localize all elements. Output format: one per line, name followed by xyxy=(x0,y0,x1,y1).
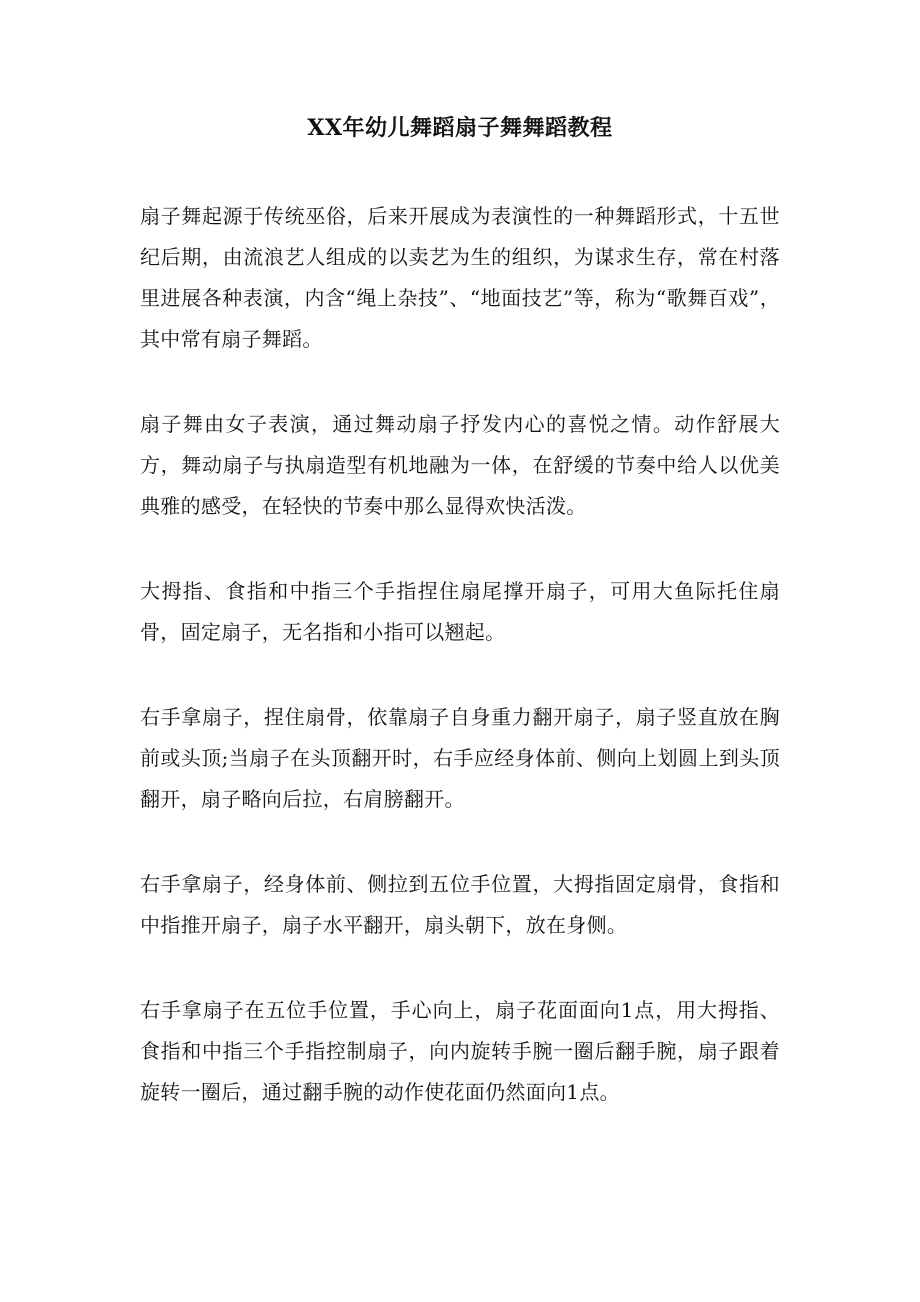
document-title: XX年幼儿舞蹈扇子舞舞蹈教程 xyxy=(307,115,613,141)
paragraph-grip: 大拇指、食指和中指三个手指捏住扇尾撑开扇子，可用大鱼际托住扇骨，固定扇子，无名指和小指可以翘起。 xyxy=(140,579,780,644)
paragraph-open-horizontal: 右手拿扇子，经身体前、侧拉到五位手位置，大拇指固定扇骨，食指和中指推开扇子，扇子水平翻开，扇头朝下，放在身侧。 xyxy=(140,872,780,937)
paragraph-open-vertical: 右手拿扇子，捏住扇骨，依靠扇子自身重力翻开扇子，扇子竖直放在胸前或头顶;当扇子在头顶翻开时，右手应经身体前、侧向上划圆上到头顶翻开，扇子略向后拉，右肩膀翻开。 xyxy=(140,705,780,811)
document-body xyxy=(140,196,780,1157)
paragraph-origin: 扇子舞起源于传统巫俗，后来开展成为表演性的一种舞蹈形式，十五世纪后期，由流浪艺人组成的以卖艺为生的组织，为谋求生存，常在村落里进展各种表演，内含“绳上杂技”、“地面技艺”等，称为“歌舞百戏”，其中常有扇子舞蹈。 xyxy=(140,204,780,351)
paragraph-performance: 扇子舞由女子表演，通过舞动扇子抒发内心的喜悦之情。动作舒展大方，舞动扇子与执扇造型有机地融为一体，在舒缓的节奏中给人以优美典雅的感受，在轻快的节奏中那么显得欢快活泼。 xyxy=(140,412,780,518)
paragraph-wrist-turn: 右手拿扇子在五位手位置，手心向上，扇子花面面向1点，用大拇指、食指和中指三个手指控制扇子，向内旋转手腕一圈后翻手腕，扇子跟着旋转一圈后，通过翻手腕的动作使花面仍然面向1点。 xyxy=(140,998,780,1104)
